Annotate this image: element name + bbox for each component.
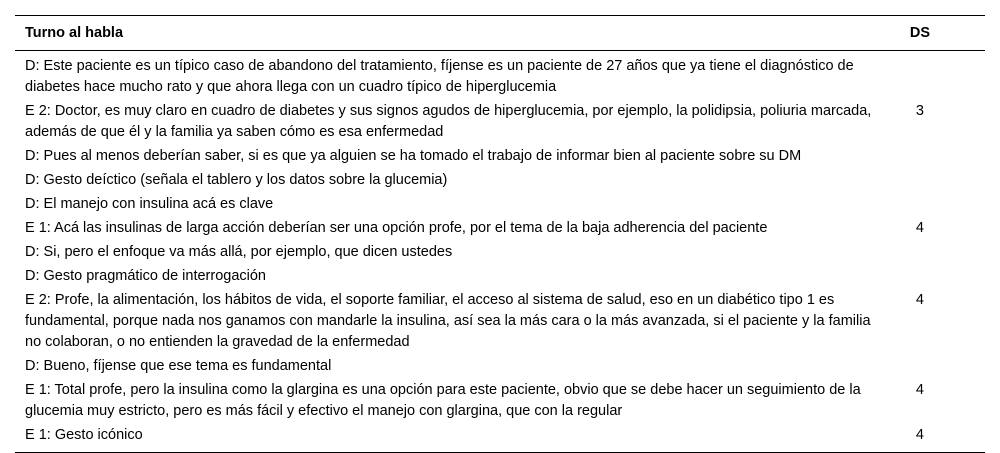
turn-cell: D: Este paciente es un típico caso de abandono del tratamiento, fíjense es un paciente de 27 años que ya tiene el diagnóstico de diabetes hace mucho rato y que ahora llega con un cuadro típico de hiperglucemia: [25, 58, 854, 95]
ds-cell: [900, 169, 985, 193]
header-row: [15, 16, 985, 51]
header-ds: DS: [900, 16, 985, 51]
table-row: [15, 100, 985, 145]
turn-cell: E 2: Doctor, es muy claro en cuadro de diabetes y sus signos agudos de hiperglucemia, por ejemplo, la polidipsia, poliuria marcada, además de que él y la familia ya saben cómo es esa enfermedad: [25, 103, 872, 140]
ds-cell: 4: [915, 382, 924, 398]
ds-cell: 4: [900, 424, 985, 453]
table-row: [15, 289, 985, 355]
ds-cell: [900, 145, 985, 169]
turn-cell: D: Pues al menos deberían saber, si es que ya alguien se ha tomado el trabajo de informar bien al paciente sobre su DM: [25, 148, 802, 164]
turn-cell: D: Gesto deíctico (señala el tablero y los datos sobre la glucemia): [25, 172, 448, 188]
turn-cell: D: Si, pero el enfoque va más allá, por ejemplo, que dicen ustedes: [25, 244, 453, 260]
table-body: [15, 51, 985, 453]
table-row: [15, 379, 985, 424]
ds-cell: [900, 51, 985, 101]
table-row: [15, 169, 985, 193]
turn-cell: D: Bueno, fíjense que ese tema es fundamental: [25, 358, 332, 374]
turn-cell: E 1: Total profe, pero la insulina como la glargina es una opción para este paciente, obvio que se debe hacer un seguimiento de la glucemia muy estricto, pero es más fácil y efectivo el manejo con glargina, que con la regular: [25, 382, 861, 419]
ds-cell: [900, 355, 985, 379]
ds-cell: 4: [915, 292, 924, 308]
turn-cell: D: El manejo con insulina acá es clave: [25, 196, 274, 212]
dialogue-table: [15, 15, 985, 453]
header-turn: Turno al habla: [15, 16, 900, 51]
turn-cell: E 1: Gesto icónico: [15, 424, 900, 453]
turn-cell: D: Gesto pragmático de interrogación: [25, 268, 266, 284]
ds-cell: [900, 265, 985, 289]
table-row: [15, 424, 985, 453]
table-row: [15, 265, 985, 289]
turn-cell: E 2: Profe, la alimentación, los hábitos de vida, el soporte familiar, el acceso al sistema de salud, eso en un diabético tipo 1 es fundamental, porque nada nos ganamos con mandarle la insulina, así sea la más cara o la más avanzada, si el paciente y la familia no colaboran, o no entienden la gravedad de la enfermedad: [25, 292, 871, 350]
ds-cell: [900, 193, 985, 217]
table-row: [15, 51, 985, 101]
dialogue-table-container: [15, 15, 985, 453]
table-header: [15, 16, 985, 51]
ds-cell: 3: [915, 103, 924, 119]
table-row: [15, 355, 985, 379]
table-row: [15, 241, 985, 265]
turn-cell: E 1: Acá las insulinas de larga acción deberían ser una opción profe, por el tema de la baja adherencia del paciente: [25, 220, 768, 236]
table-row: [15, 193, 985, 217]
ds-cell: 4: [915, 220, 924, 236]
table-row: [15, 217, 985, 241]
ds-cell: [900, 241, 985, 265]
table-row: [15, 145, 985, 169]
